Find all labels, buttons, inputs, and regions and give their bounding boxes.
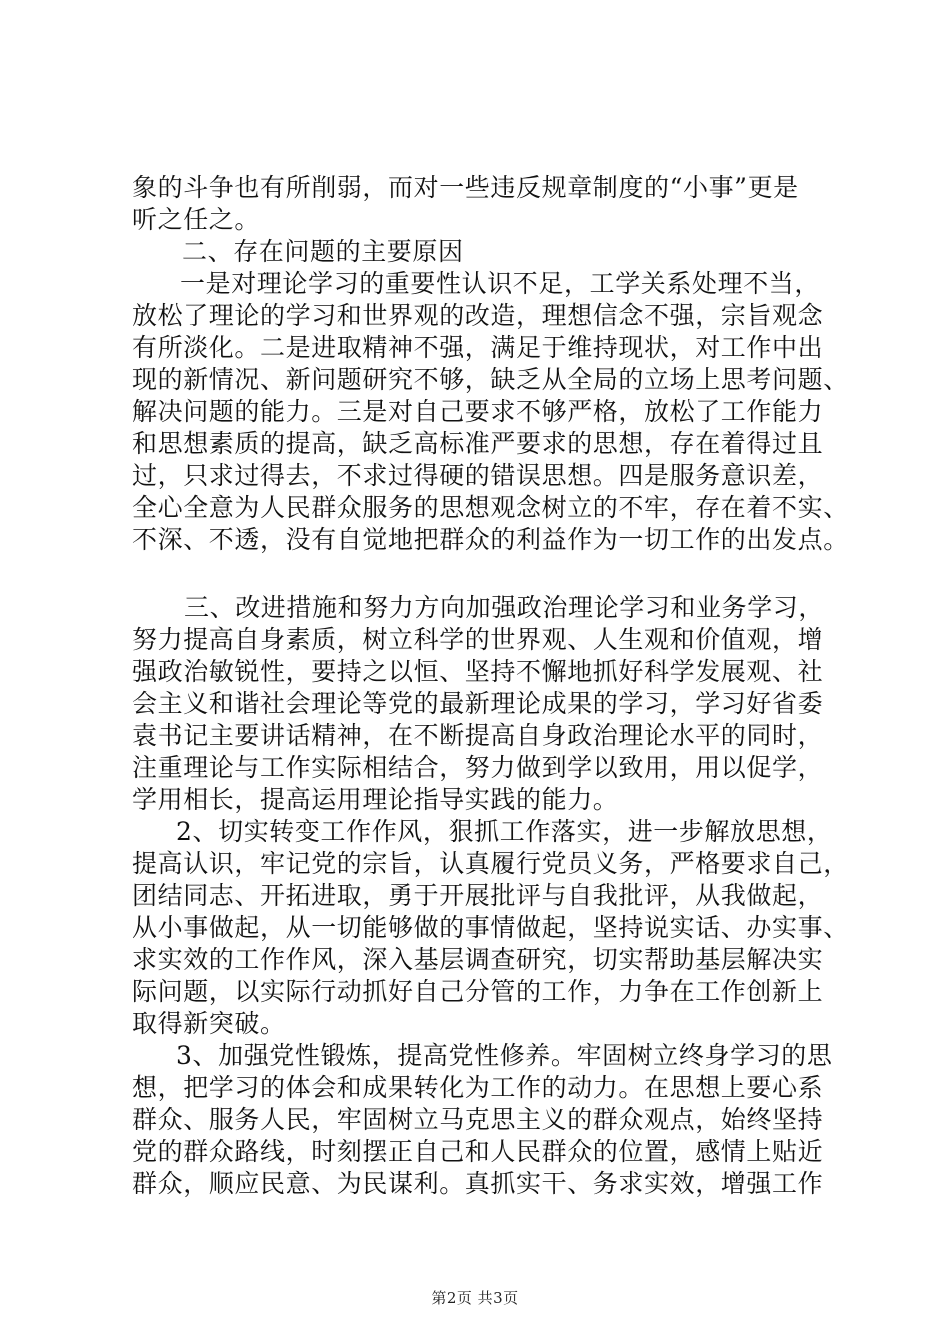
text-line: 想，把学习的体会和成果转化为工作的动力。在思想上要心系 — [132, 1073, 824, 1102]
text-line: 会主义和谐社会理论等党的最新理论成果的学习，学习好省委 — [132, 689, 824, 718]
text-line: 求实效的工作作风，深入基层调查研究，切实帮助基层解决实 — [132, 945, 824, 974]
text-line: 际问题，以实际行动抓好自己分管的工作，力争在工作创新上 — [132, 977, 824, 1006]
section-heading: 三、改进措施和努力方向加强政治理论学习和业务学习， — [184, 593, 825, 622]
text-line: 3、加强党性锻炼，提高党性修养。牢固树立终身学习的思 — [176, 1041, 833, 1070]
text-line: 听之任之。 — [132, 205, 261, 234]
text-line: 努力提高自身素质，树立科学的世界观、人生观和价值观，增 — [132, 625, 824, 654]
text-line: 象的斗争也有所削弱，而对一些违反规章制度的“小事”更是 — [132, 173, 799, 202]
text-line: 过，只求过得去，不求过得硬的错误思想。四是服务意识差， — [132, 461, 824, 490]
text-line: 注重理论与工作实际相结合，努力做到学以致用，用以促学， — [132, 753, 824, 782]
page-indicator: 第2页 共3页 — [431, 1289, 519, 1307]
text-line: 解决问题的能力。三是对自己要求不够严格，放松了工作能力 — [132, 397, 824, 426]
text-line: 袁书记主要讲话精神，在不断提高自身政治理论水平的同时， — [132, 721, 824, 750]
text-line: 学用相长，提高运用理论指导实践的能力。 — [132, 785, 619, 814]
text-line: 有所淡化。二是进取精神不强，满足于维持现状，对工作中出 — [132, 333, 824, 362]
section-heading: 二、存在问题的主要原因 — [182, 237, 464, 266]
text-line: 和思想素质的提高，缺乏高标准严要求的思想，存在着得过且 — [132, 429, 824, 458]
text-line: 现的新情况、新问题研究不够，缺乏从全局的立场上思考问题、 — [132, 365, 849, 394]
text-line: 提高认识，牢记党的宗旨，认真履行党员义务，严格要求自己， — [132, 849, 849, 878]
text-line: 2、切实转变工作作风，狠抓工作落实，进一步解放思想， — [176, 817, 833, 846]
text-line: 强政治敏锐性，要持之以恒、坚持不懈地抓好科学发展观、社 — [132, 657, 824, 686]
text-line: 群众，顺应民意、为民谋利。真抓实干、务求实效，增强工作 — [132, 1169, 824, 1198]
text-line: 放松了理论的学习和世界观的改造，理想信念不强，宗旨观念 — [132, 301, 824, 330]
text-line: 不深、不透，没有自觉地把群众的利益作为一切工作的出发点。 — [132, 525, 849, 554]
text-line: 从小事做起，从一切能够做的事情做起，坚持说实话、办实事、 — [132, 913, 849, 942]
text-line: 团结同志、开拓进取，勇于开展批评与自我批评，从我做起， — [132, 881, 824, 910]
text-line: 一是对理论学习的重要性认识不足，工学关系处理不当， — [180, 269, 821, 298]
text-line: 群众、服务人民，牢固树立马克思主义的群众观点，始终坚持 — [132, 1105, 824, 1134]
text-line: 全心全意为人民群众服务的思想观念树立的不牢，存在着不实、 — [132, 493, 849, 522]
text-line: 取得新突破。 — [132, 1009, 286, 1038]
text-line: 党的群众路线，时刻摆正自己和人民群众的位置，感情上贴近 — [132, 1137, 824, 1166]
